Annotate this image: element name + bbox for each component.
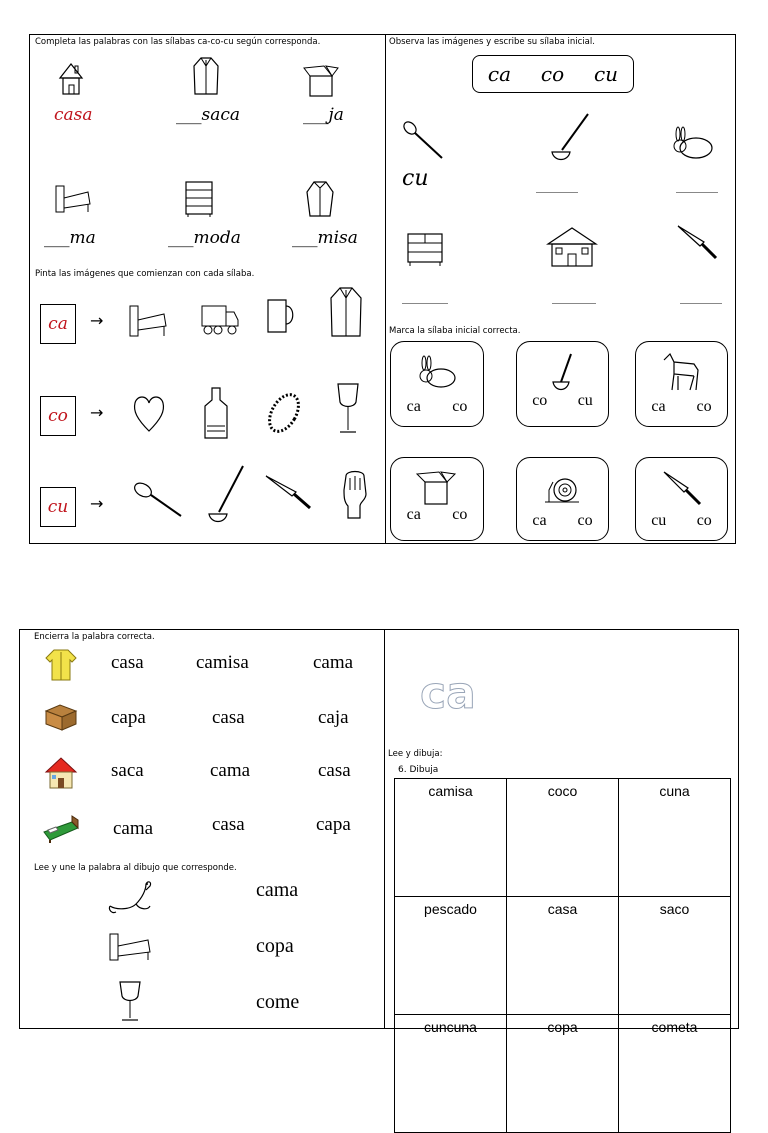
answer-cu: cu — [402, 166, 429, 191]
heart-icon — [133, 393, 165, 433]
observe-instruction: Observa las imágenes y escribe su sílaba inicial. — [389, 37, 595, 47]
spoon-icon — [402, 118, 446, 162]
rabbit-icon — [415, 352, 459, 392]
house-icon — [58, 60, 84, 96]
house-icon — [546, 226, 598, 268]
mug-icon — [265, 296, 297, 336]
snail-icon — [541, 468, 585, 508]
word-camisa: ___misa — [292, 228, 358, 248]
syllable-card-rabbit[interactable] — [390, 341, 484, 427]
syllable-co: co — [540, 62, 565, 86]
syllable-box-co: co — [40, 396, 76, 436]
option-word[interactable]: cama — [313, 652, 354, 673]
ladle-icon — [541, 352, 585, 392]
paint-instruction: Pinta las imágenes que comienzan con cada sílaba. — [35, 269, 255, 279]
word-saca: ___saca — [176, 105, 241, 125]
draw-cell[interactable]: casa — [507, 897, 619, 1015]
draw-cell[interactable]: coco — [507, 779, 619, 897]
answer-blank[interactable] — [676, 192, 718, 193]
bed-icon — [128, 300, 168, 340]
shirt-color-icon — [44, 648, 78, 682]
option-word[interactable]: saca — [111, 760, 144, 781]
draw-cell[interactable]: cuna — [619, 779, 731, 897]
option-word[interactable]: camisa — [196, 652, 249, 673]
option-word[interactable]: caja — [318, 707, 349, 728]
syllable-ca: ca — [487, 62, 512, 86]
syllable-card-snail[interactable] — [516, 457, 609, 541]
rabbit-icon — [670, 126, 716, 160]
shirt-icon — [306, 180, 334, 218]
mark-instruction: Marca la sílaba inicial correcta. — [389, 326, 521, 336]
answer-blank[interactable] — [402, 303, 448, 304]
word-cama: ___ma — [44, 228, 96, 248]
option-co[interactable]: co — [696, 512, 712, 529]
jacket-icon — [193, 56, 219, 96]
ladle-icon — [548, 112, 592, 162]
option-ca[interactable]: ca — [532, 512, 547, 529]
syllable-options-box — [472, 55, 634, 93]
draw-cell[interactable]: pescado — [395, 897, 507, 1015]
syllable-card-horse[interactable] — [635, 341, 728, 427]
arrow-right-icon: → — [90, 311, 104, 330]
option-word[interactable]: casa — [111, 652, 144, 673]
bed-icon — [54, 180, 92, 216]
option-co[interactable]: co — [577, 512, 593, 529]
truck-icon — [200, 302, 240, 336]
house-color-icon — [44, 756, 78, 790]
big-syllable-ca: ca — [420, 668, 476, 719]
option-co[interactable]: co — [452, 398, 468, 415]
draw-cell[interactable]: cometa — [619, 1015, 731, 1133]
option-cu[interactable]: cu — [651, 512, 667, 529]
dresser-icon — [184, 180, 214, 218]
box-color-icon — [44, 703, 78, 731]
syllable-box-cu: cu — [40, 487, 76, 527]
option-word[interactable]: capa — [111, 707, 146, 728]
read-draw-instruction: Lee y dibuja: — [388, 749, 443, 759]
syllable-card-box[interactable] — [390, 457, 484, 541]
option-ca[interactable]: ca — [406, 506, 421, 523]
match-word[interactable]: cama — [256, 879, 299, 901]
draw-cell[interactable]: copa — [507, 1015, 619, 1133]
match-instruction: Lee y une la palabra al dibujo que corresponde. — [34, 863, 237, 873]
wine-glass-icon[interactable] — [118, 980, 142, 1024]
wine-glass-icon — [336, 382, 360, 436]
draw-grid — [394, 778, 731, 1133]
syllable-card-ladle[interactable] — [516, 341, 609, 427]
option-word[interactable]: casa — [212, 707, 245, 728]
ladle-icon — [205, 464, 247, 526]
option-ca[interactable]: ca — [406, 398, 421, 415]
draw-cell[interactable]: saco — [619, 897, 731, 1015]
option-co[interactable]: co — [696, 398, 712, 415]
horse-icon — [660, 352, 704, 392]
option-word[interactable]: casa — [318, 760, 351, 781]
bed-color-icon — [42, 814, 80, 844]
box-icon — [415, 468, 459, 508]
option-word[interactable]: capa — [316, 814, 351, 835]
answer-blank[interactable] — [536, 192, 578, 193]
word-casa: casa — [54, 105, 93, 125]
apron-icon — [203, 386, 229, 440]
syllable-box-ca: ca — [40, 304, 76, 344]
circle-word-instruction: Encierra la palabra correcta. — [34, 632, 155, 642]
option-word[interactable]: cama — [113, 818, 154, 839]
draw-cell[interactable]: camisa — [395, 779, 507, 897]
word-comoda: ___moda — [168, 228, 241, 248]
knife-icon — [264, 472, 314, 512]
seal-icon[interactable] — [106, 876, 154, 916]
dresser-icon — [406, 230, 444, 268]
syllable-cu: cu — [593, 62, 619, 86]
jacket-icon — [330, 286, 362, 338]
complete-words-instruction: Completa las palabras con las sílabas ca-co-cu según corresponda. — [35, 37, 321, 47]
necklace-icon — [264, 388, 304, 438]
draw-cell[interactable]: cuncuna — [395, 1015, 507, 1133]
option-co[interactable]: co — [532, 392, 548, 409]
knife-icon — [660, 468, 704, 508]
option-cu[interactable]: cu — [577, 392, 593, 409]
spoon-icon — [133, 478, 185, 522]
word-caja: ___ja — [303, 105, 344, 125]
arrow-right-icon: → — [90, 494, 104, 513]
overlapping-draw-label: 6. Dibuja — [398, 765, 439, 775]
answer-blank[interactable] — [680, 303, 722, 304]
knife-icon — [676, 224, 720, 262]
option-co[interactable]: co — [452, 506, 468, 523]
bed-icon[interactable] — [108, 930, 152, 964]
answer-blank[interactable] — [552, 303, 596, 304]
match-word[interactable]: copa — [256, 935, 294, 957]
fist-icon — [340, 466, 370, 520]
option-word[interactable]: cama — [210, 760, 251, 781]
arrow-right-icon: → — [90, 403, 104, 422]
syllable-card-knife[interactable] — [635, 457, 728, 541]
option-ca[interactable]: ca — [651, 398, 666, 415]
box-icon — [304, 64, 340, 98]
option-word[interactable]: casa — [212, 814, 245, 835]
match-word[interactable]: come — [256, 991, 300, 1013]
